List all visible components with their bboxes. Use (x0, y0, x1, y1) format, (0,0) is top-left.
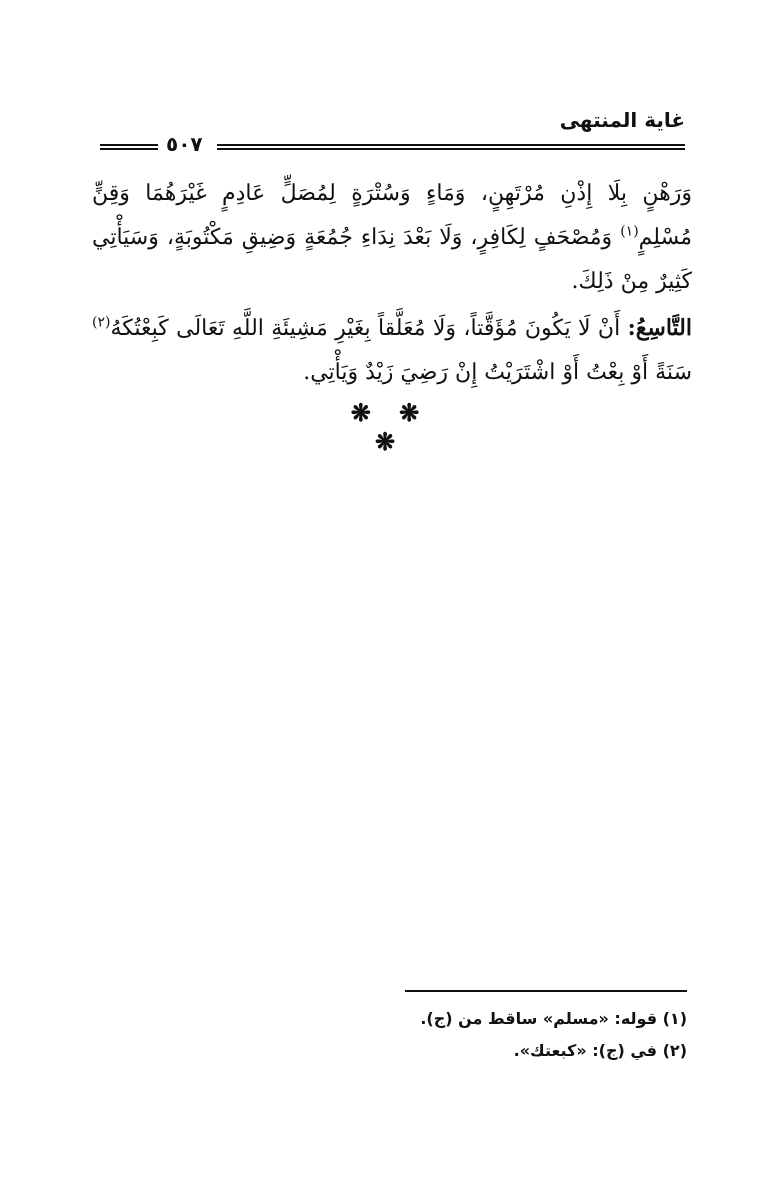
page-number: ٥٠٧ (166, 132, 203, 156)
footnote-marker-1: (١) (620, 223, 639, 240)
paragraph-2-lead: التَّاسِعُ: (627, 315, 692, 341)
paragraph-2 (92, 306, 692, 395)
footnote-marker-2: (٢) (92, 314, 111, 331)
paragraph-2-text-b: سَنَةً أَوْ بِعْتُ أَوْ اشْتَرَيْتُ إِنْ رَضِيَ زَيْدٌ وَيَأْتِي. (303, 360, 692, 385)
page-header (100, 108, 685, 158)
paragraph-2-text-a: أَنْ لَا يَكُونَ مُؤَقَّتاً، وَلَا مُعَلَّقاً بِغَيْرِ مَشِيئَةِ اللَّهِ تَعَالَى كَبِعْتُكَهُ (110, 316, 621, 341)
paragraph-1-text-b: وَمُصْحَفٍ لِكَافِرٍ، وَلَا بَعْدَ نِدَاءِ جُمُعَةٍ وَضِيقِ مَكْتُوبَةٍ، وَسَيَأْتِي كَثِيرٌ مِنْ ذَلِكَ. (92, 225, 692, 294)
paragraph-1 (92, 172, 692, 304)
footnote-1: (١) قوله: «مسلم» ساقط من (ج). (420, 1009, 687, 1028)
section-separator-asterisks: ❋ ❋ ❋ (350, 398, 430, 456)
footnote-rule (405, 990, 687, 992)
header-double-rule (217, 144, 685, 150)
footnotes (300, 1003, 687, 1067)
book-title: غاية المنتهى (559, 108, 685, 132)
header-double-rule-short (100, 144, 158, 150)
footnote-2: (٢) في (ج): «كبعتك». (513, 1041, 687, 1060)
paragraph-1-text-a: وَرَهْنٍ بِلَا إِذْنِ مُرْتَهِنٍ، وَمَاءٍ وَسُتْرَةٍ لِمُصَلٍّ عَادِمٍ غَيْرَهُمَا وَقِنٍّ مُسْلِمٍ (92, 181, 692, 250)
